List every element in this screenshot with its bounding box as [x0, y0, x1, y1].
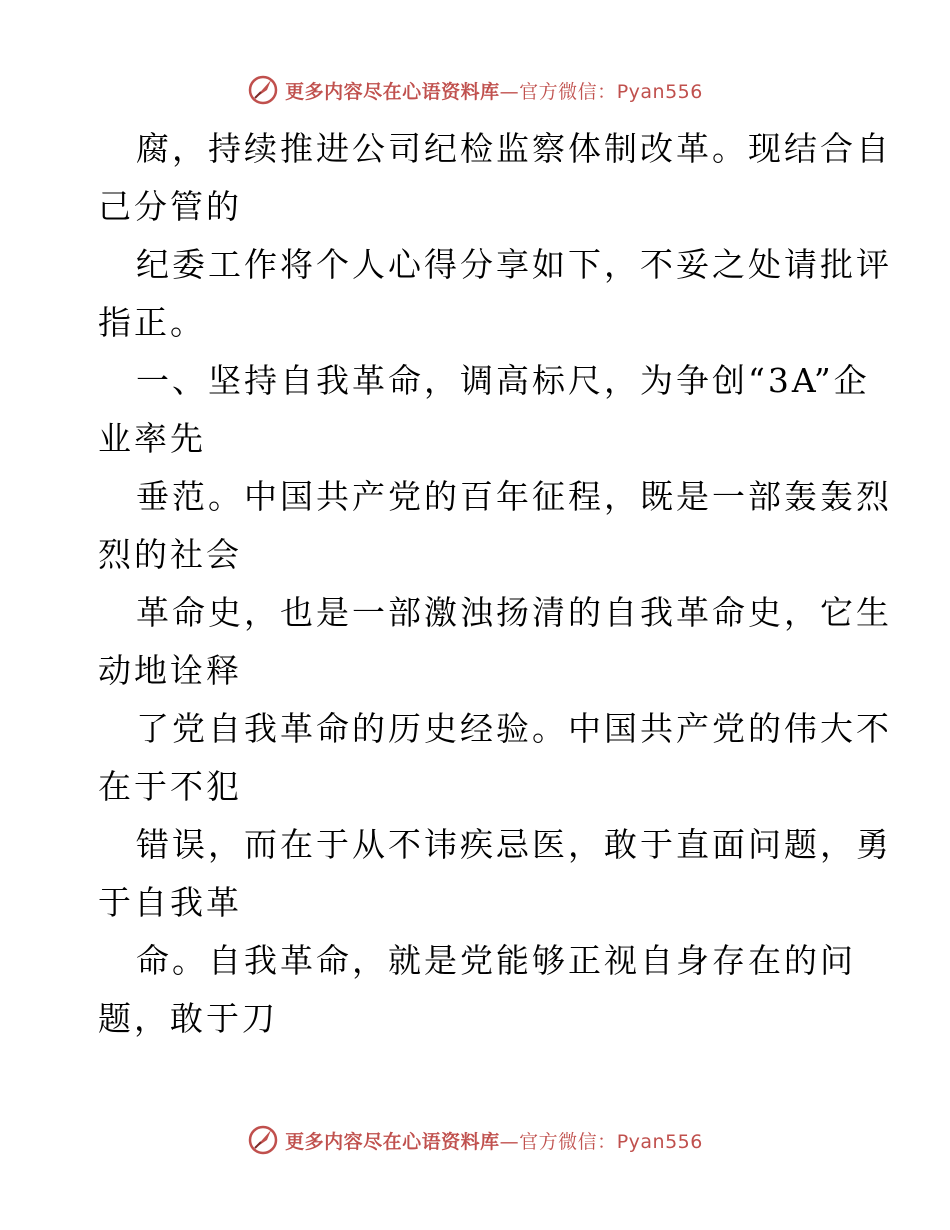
header-banner-content: [247, 74, 703, 106]
header-banner-text: [285, 77, 703, 104]
body-line: 一、坚持自我革命，调高标尺，为争创“3A”企: [136, 361, 870, 400]
quill-pen-logo-icon: [247, 1124, 279, 1156]
banner-wechat-id: Pyan556: [616, 1130, 703, 1153]
body-line: 题，敢于刀: [98, 999, 278, 1038]
body-line: 烈的社会: [98, 535, 242, 574]
body-line: 业率先: [98, 419, 206, 458]
body-line: 纪委工作将个人心得分享如下，不妥之处请批评: [136, 245, 892, 284]
body-line: 革命史，也是一部激浊扬清的自我革命史，它生: [136, 593, 892, 632]
banner-wechat-id: Pyan556: [616, 80, 703, 103]
footer-banner: [0, 1122, 950, 1158]
body-line: 垂范。中国共产党的百年征程，既是一部轰轰烈: [136, 477, 892, 516]
banner-main-text: 更多内容尽在心语资料库: [285, 1130, 500, 1153]
banner-wechat-label: 官方微信：: [519, 1130, 617, 1153]
body-line: 错误，而在于从不讳疾忌医，敢于直面问题，勇: [136, 825, 892, 864]
body-line: 指正。: [98, 303, 206, 342]
footer-banner-content: [247, 1124, 703, 1156]
body-line: 命。自我革命，就是党能够正视自身存在的问: [136, 941, 856, 980]
body-line: 腐，持续推进公司纪检监察体制改革。现结合自: [136, 129, 892, 168]
banner-dash: —: [499, 80, 520, 103]
footer-banner-text: [285, 1127, 703, 1154]
document-body: [98, 120, 892, 1048]
banner-main-text: 更多内容尽在心语资料库: [285, 80, 500, 103]
banner-dash: —: [499, 1130, 520, 1153]
body-line: 了党自我革命的历史经验。中国共产党的伟大不: [136, 709, 892, 748]
body-line: 动地诠释: [98, 651, 242, 690]
banner-wechat-label: 官方微信：: [519, 80, 617, 103]
header-banner: [0, 72, 950, 108]
body-line: 在于不犯: [98, 767, 242, 806]
body-line: 于自我革: [98, 883, 242, 922]
quill-pen-logo-icon: [247, 74, 279, 106]
body-line: 己分管的: [98, 187, 242, 226]
